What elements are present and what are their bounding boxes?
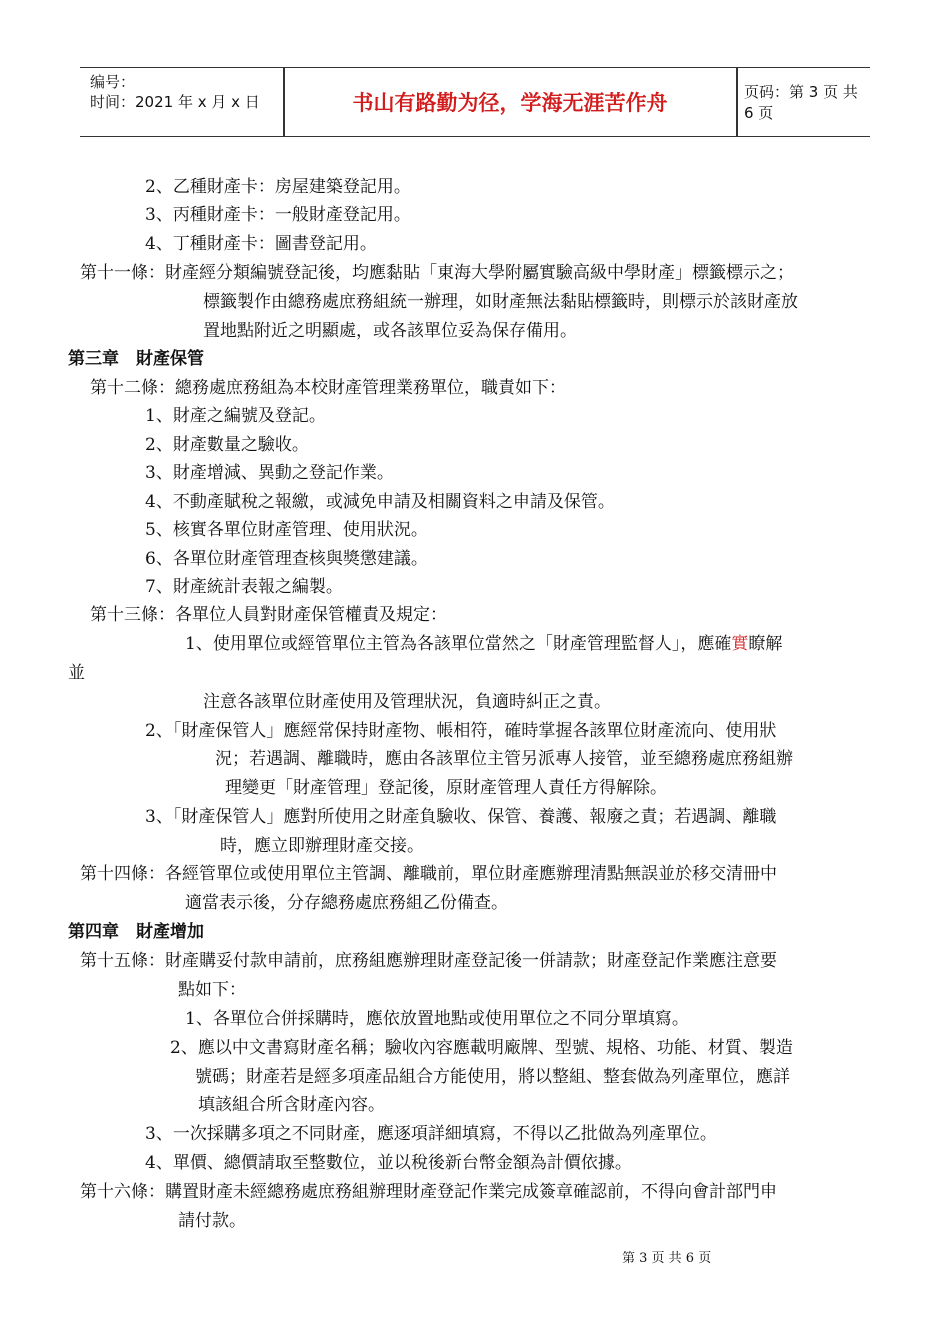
list-item: 2、應以中文書寫財產名稱；驗收內容應載明廠牌、型號、規格、功能、材質、製造 bbox=[170, 1038, 793, 1058]
list-item: 5、核實各單位財產管理、使用狀況。 bbox=[145, 520, 428, 540]
text-segment: 瞭解 bbox=[748, 634, 783, 654]
list-item: 4、單價、總價請取至整數位，並以稅後新台幣金額為計價依據。 bbox=[145, 1153, 632, 1173]
list-item: 3、財產增減、異動之登記作業。 bbox=[145, 463, 394, 483]
text-line: 點如下： bbox=[178, 980, 246, 1000]
text-line: 3、丙種財產卡：一般財產登記用。 bbox=[145, 205, 411, 225]
text-line: 置地點附近之明顯處，或各該單位妥為保存備用。 bbox=[203, 321, 577, 341]
list-item: 2、財產數量之驗收。 bbox=[145, 435, 309, 455]
text-line: 時，應立即辦理財產交接。 bbox=[220, 836, 424, 856]
text-line: 注意各該單位財產使用及管理狀況，負適時糾正之責。 bbox=[203, 692, 611, 712]
list-item: 4、不動產賦稅之報繳，或減免申請及相關資料之申請及保管。 bbox=[145, 492, 615, 512]
text-line: 請付款。 bbox=[178, 1211, 246, 1231]
article-13: 第十三條：各單位人員對財產保管權責及規定： bbox=[90, 605, 447, 625]
text-line: 適當表示後，分存總務處庶務組乙份備查。 bbox=[185, 893, 508, 913]
list-item: 3、「財產保管人」應對所使用之財產負驗收、保管、養護、報廢之責；若遇調、離職 bbox=[145, 807, 777, 827]
page-header bbox=[80, 67, 870, 137]
text-segment: 1、使用單位或經管單位主管為各該單位當然之「財產管理監督人」，應確 bbox=[185, 634, 732, 654]
list-item: 1、財產之編號及登記。 bbox=[145, 406, 326, 426]
article-14: 第十四條：各經管單位或使用單位主管調、離職前，單位財產應辦理清點無誤並於移交清冊中 bbox=[80, 864, 777, 884]
text-line: 2、乙種財產卡：房屋建築登記用。 bbox=[145, 177, 411, 197]
text-line: 理變更「財產管理」登記後，原財產管理人責任方得解除。 bbox=[225, 778, 667, 798]
list-item: 1、各單位合併採購時，應依放置地點或使用單位之不同分單填寫。 bbox=[185, 1009, 689, 1029]
article-15: 第十五條：財產購妥付款申請前，庶務組應辦理財產登記後一併請款；財產登記作業應注意要 bbox=[80, 951, 777, 971]
text-line: 並 bbox=[68, 663, 85, 683]
list-item: 2、「財產保管人」應經常保持財產物、帳相符，確時掌握各該單位財產流向、使用狀 bbox=[145, 721, 777, 741]
article-12: 第十二條：總務處庶務組為本校財產管理業務單位，職責如下： bbox=[90, 378, 566, 398]
article-11: 第十一條：財產經分類編號登記後，均應黏貼「東海大學附屬實驗高級中學財產」標籤標示之； bbox=[80, 263, 794, 283]
text-line: 號碼；財產若是經多項產品組合方能使用，將以整組、整套做為列產單位，應詳 bbox=[195, 1067, 790, 1087]
page-footer: 第 3 页 共 6 页 bbox=[622, 1251, 712, 1266]
list-item bbox=[185, 633, 782, 655]
article-16: 第十六條：購置財產未經總務處庶務組辦理財產登記作業完成簽章確認前，不得向會計部門申 bbox=[80, 1182, 777, 1202]
list-item: 3、一次採購多項之不同財產，應逐項詳細填寫，不得以乙批做為列產單位。 bbox=[145, 1124, 717, 1144]
text-line: 標籤製作由總務處庶務組統一辦理，如財產無法黏貼標籤時，則標示於該財產放 bbox=[203, 292, 798, 312]
header-meta bbox=[90, 72, 280, 112]
text-line: 4、丁種財產卡：圖書登記用。 bbox=[145, 234, 377, 254]
text-line: 填該組合所含財產內容。 bbox=[198, 1095, 385, 1115]
header-page-info: 页码：第 3 页 共 6 页 bbox=[744, 83, 858, 122]
highlighted-character: 實 bbox=[731, 634, 749, 654]
list-item: 6、各單位財產管理查核與獎懲建議。 bbox=[145, 549, 428, 569]
list-item: 7、財產統計表報之編製。 bbox=[145, 577, 343, 597]
header-motto: 书山有路勤为径，学海无涯苦作舟 bbox=[352, 91, 668, 115]
header-divider bbox=[736, 68, 738, 136]
chapter-heading: 第四章 財產增加 bbox=[68, 922, 204, 942]
document-number-label: 编号： bbox=[90, 73, 136, 91]
text-line: 況；若遇調、離職時，應由各該單位主管另派專人接管，並至總務處庶務組辦 bbox=[215, 749, 793, 769]
chapter-heading: 第三章 財產保管 bbox=[68, 349, 204, 369]
document-date: 时间：2021 年 x 月 x 日 bbox=[90, 93, 260, 111]
